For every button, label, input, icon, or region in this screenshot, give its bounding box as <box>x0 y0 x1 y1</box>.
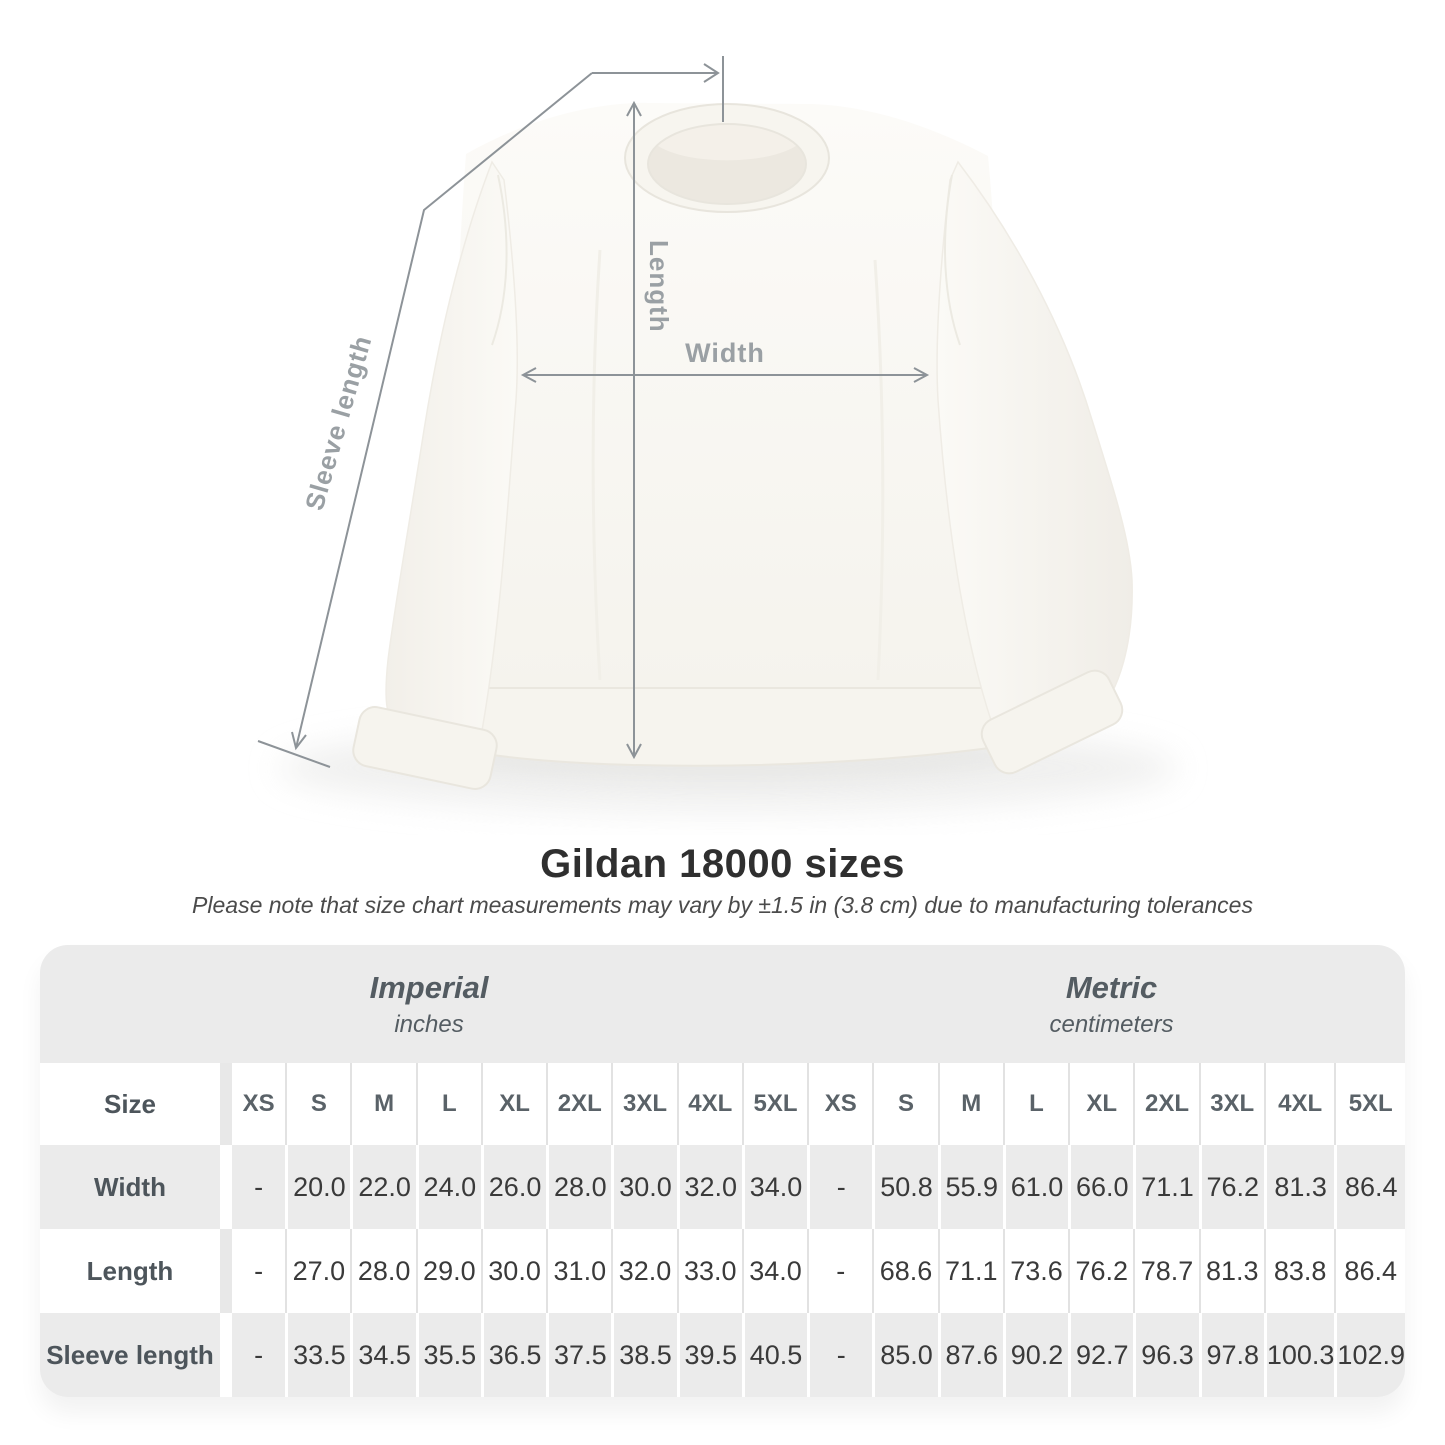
imperial-unit: inches <box>394 1010 464 1038</box>
value-cell-metric: 92.7 <box>1068 1313 1133 1397</box>
value-cell-imperial: 22.0 <box>350 1145 415 1229</box>
value-cell-imperial: 27.0 <box>285 1229 350 1313</box>
metric-unit: centimeters <box>1049 1010 1174 1038</box>
size-col-header-imperial: L <box>416 1063 481 1145</box>
value-cell-imperial: 33.0 <box>677 1229 742 1313</box>
value-cell-metric: 61.0 <box>1003 1145 1068 1229</box>
value-cell-imperial: 37.5 <box>546 1313 611 1397</box>
value-cell-metric: - <box>807 1145 872 1229</box>
size-col-header-metric: XS <box>807 1063 872 1145</box>
unit-group-imperial <box>40 945 818 1063</box>
value-cell-imperial: 30.0 <box>481 1229 546 1313</box>
value-cell-metric: 76.2 <box>1199 1145 1264 1229</box>
size-col-header-metric: 2XL <box>1133 1063 1198 1145</box>
row-label: Length <box>86 1255 174 1286</box>
size-header-label: Size <box>103 1088 157 1119</box>
size-col-header-imperial: M <box>350 1063 415 1145</box>
value-cell-metric: 81.3 <box>1264 1145 1335 1229</box>
value-cell-metric: 81.3 <box>1199 1229 1264 1313</box>
value-cell-metric: 102.9 <box>1334 1313 1405 1397</box>
value-cell-metric: 96.3 <box>1133 1313 1198 1397</box>
value-cell-imperial: 34.0 <box>742 1229 807 1313</box>
value-cell-imperial: 31.0 <box>546 1229 611 1313</box>
value-cell-metric: 66.0 <box>1068 1145 1133 1229</box>
size-col-header-metric: 4XL <box>1264 1063 1335 1145</box>
value-cell-metric: - <box>807 1313 872 1397</box>
value-cell-metric: 71.1 <box>938 1229 1003 1313</box>
value-cell-imperial: 26.0 <box>481 1145 546 1229</box>
size-col-header-imperial: S <box>285 1063 350 1145</box>
value-cell-imperial: 28.0 <box>546 1145 611 1229</box>
size-col-header-imperial: 4XL <box>677 1063 742 1145</box>
sweatshirt-waistband <box>447 688 1009 766</box>
value-cell-imperial: 38.5 <box>611 1313 676 1397</box>
tolerance-note: Please note that size chart measurements may vary by ±1.5 in (3.8 cm) due to manufacturing tolerances <box>192 892 1253 918</box>
value-cell-imperial: 34.0 <box>742 1145 807 1229</box>
width-measure-label: Width <box>685 338 765 368</box>
value-cell-metric: - <box>807 1229 872 1313</box>
value-cell-imperial: - <box>220 1313 285 1397</box>
value-cell-imperial: 39.5 <box>677 1313 742 1397</box>
value-cell-imperial: 34.5 <box>350 1313 415 1397</box>
value-cell-metric: 86.4 <box>1334 1145 1405 1229</box>
value-cell-imperial: 28.0 <box>350 1229 415 1313</box>
value-cell-metric: 76.2 <box>1068 1229 1133 1313</box>
value-cell-imperial: 40.5 <box>742 1313 807 1397</box>
value-cell-metric: 73.6 <box>1003 1229 1068 1313</box>
size-col-header-metric: M <box>938 1063 1003 1145</box>
value-cell-metric: 50.8 <box>872 1145 937 1229</box>
row-label: Sleeve length <box>40 1313 220 1397</box>
value-cell-metric: 83.8 <box>1264 1229 1335 1313</box>
value-cell-metric: 100.3 <box>1264 1313 1335 1397</box>
size-col-header-imperial: 5XL <box>742 1063 807 1145</box>
value-cell-imperial: 30.0 <box>611 1145 676 1229</box>
page-title: Gildan 18000 sizes <box>540 842 905 886</box>
size-col-header-imperial: XS <box>220 1063 285 1145</box>
value-cell-imperial: 32.0 <box>611 1229 676 1313</box>
value-cell-metric: 86.4 <box>1334 1229 1405 1313</box>
metric-label: Metric <box>1065 969 1158 1005</box>
sweatshirt-illustration <box>350 103 1132 792</box>
value-cell-metric: 97.8 <box>1199 1313 1264 1397</box>
value-cell-metric: 68.6 <box>872 1229 937 1313</box>
unit-header-band <box>40 945 1405 1063</box>
size-table <box>40 945 1405 1397</box>
size-col-header-metric: L <box>1003 1063 1068 1145</box>
value-cell-imperial: 33.5 <box>285 1313 350 1397</box>
value-cell-metric: 87.6 <box>938 1313 1003 1397</box>
size-col-header-imperial: XL <box>481 1063 546 1145</box>
unit-group-metric <box>818 945 1405 1063</box>
value-cell-imperial: 29.0 <box>416 1229 481 1313</box>
size-col-header-metric: S <box>872 1063 937 1145</box>
value-cell-metric: 78.7 <box>1133 1229 1198 1313</box>
size-col-header-metric: XL <box>1068 1063 1133 1145</box>
length-measure-label: Length <box>644 240 674 333</box>
value-cell-metric: 90.2 <box>1003 1313 1068 1397</box>
size-col-header-metric: 3XL <box>1199 1063 1264 1145</box>
sleeve-length-measure-label: Sleeve length <box>298 331 378 514</box>
value-cell-imperial: 20.0 <box>285 1145 350 1229</box>
value-cell-imperial: 24.0 <box>416 1145 481 1229</box>
row-label: Width <box>40 1145 220 1229</box>
value-cell-imperial: - <box>220 1145 285 1229</box>
size-col-header-imperial: 2XL <box>546 1063 611 1145</box>
value-cell-imperial: - <box>220 1229 285 1313</box>
value-cell-imperial: 36.5 <box>481 1313 546 1397</box>
value-cell-metric: 71.1 <box>1133 1145 1198 1229</box>
size-col-header-imperial: 3XL <box>611 1063 676 1145</box>
imperial-label: Imperial <box>369 969 489 1005</box>
value-cell-metric: 85.0 <box>872 1313 937 1397</box>
size-col-header-metric: 5XL <box>1334 1063 1405 1145</box>
value-cell-imperial: 35.5 <box>416 1313 481 1397</box>
value-cell-metric: 55.9 <box>938 1145 1003 1229</box>
value-cell-imperial: 32.0 <box>677 1145 742 1229</box>
